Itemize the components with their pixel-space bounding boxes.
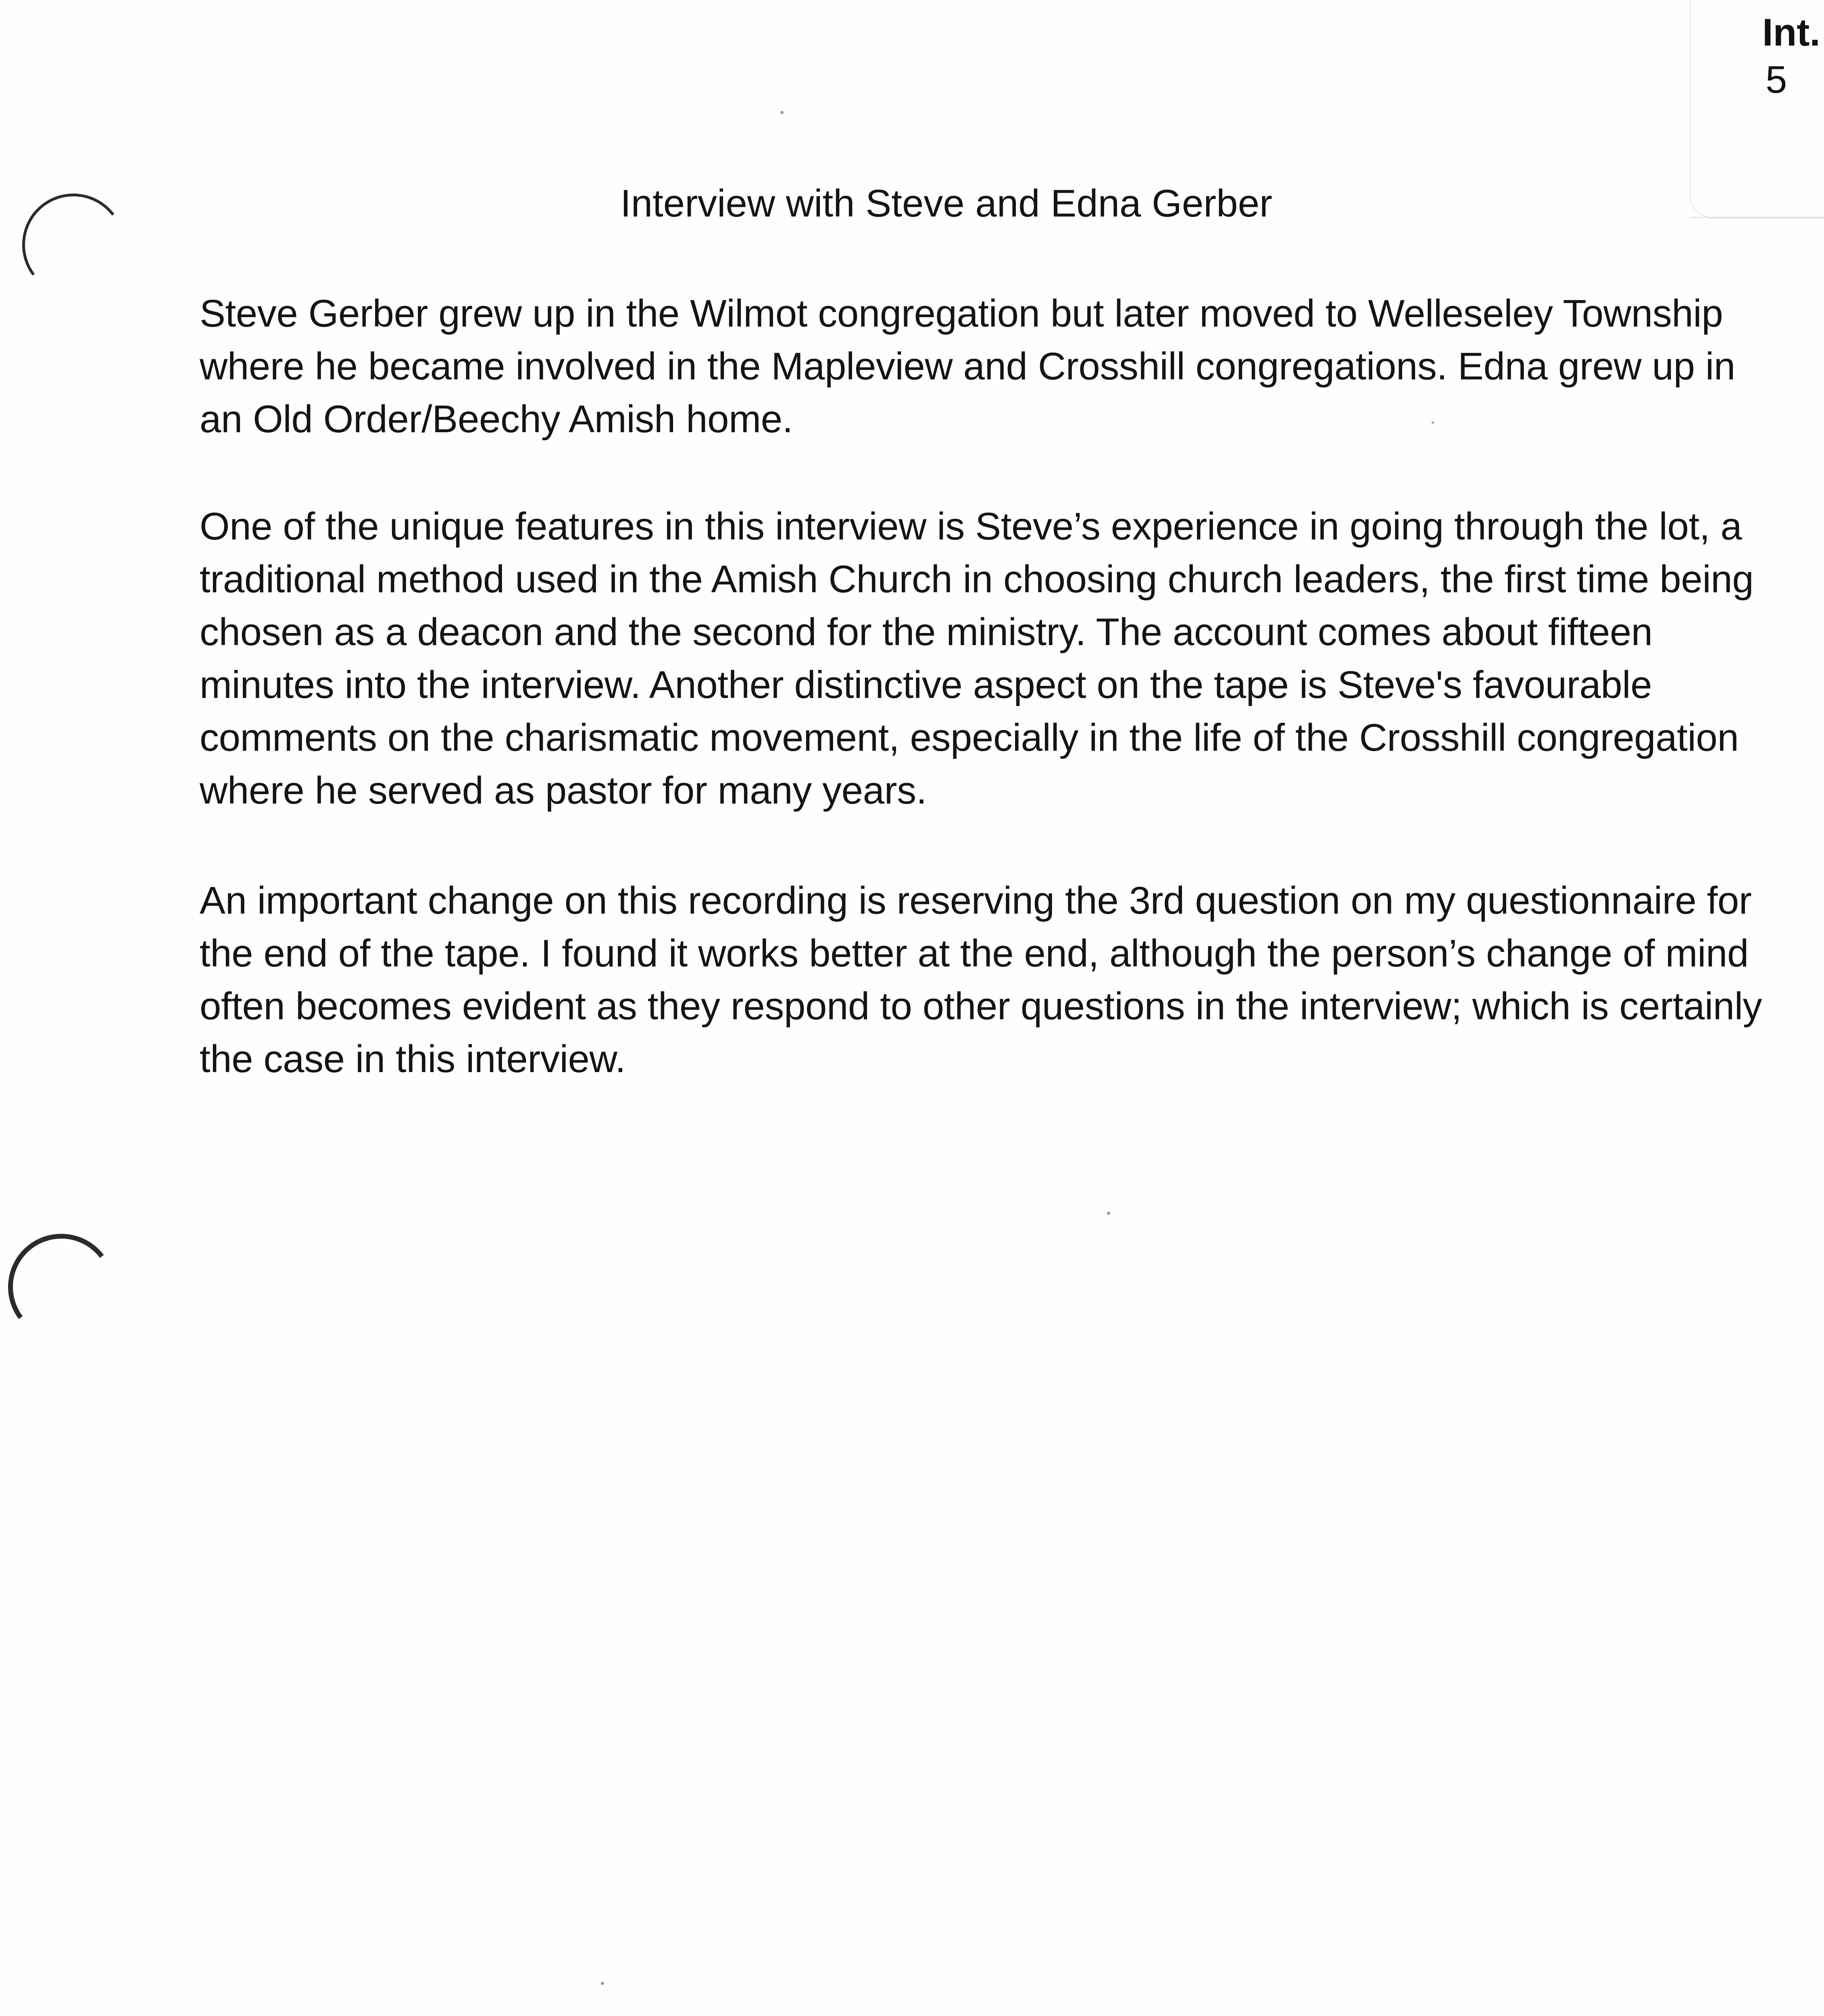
paragraph-background: Steve Gerber grew up in the Wilmot congregation but later moved to Welleseley Township where he became involved in the Mapleview and Crosshill congregations. Edna grew up in an Old Order/Beechy Amish home. bbox=[200, 292, 1735, 441]
document-title: Interview with Steve and Edna Gerber bbox=[620, 182, 1272, 225]
interview-tag-number: 5 bbox=[1766, 58, 1787, 101]
scan-speck bbox=[601, 1982, 604, 1985]
binder-hole-icon bbox=[1, 1227, 121, 1347]
interview-tag-label: Int. bbox=[1762, 11, 1820, 54]
paragraph-unique-features: One of the unique features in this interview is Steve’s experience in going through the lot, a traditional method used in the Amish Church in choosing church leaders, the first time being chosen as a deacon and the second for the ministry. The account comes about fifteen minutes into the interview. Another distinctive aspect on the tape is Steve's favourable comments on the charismatic movement, especially in the life of the Crosshill congregation where he served as pastor for many years. bbox=[200, 505, 1754, 812]
scan-speck bbox=[1432, 421, 1434, 424]
paragraph-recording-change: An important change on this recording is reserving the 3rd question on my questionnaire for the end of the tape. I found it works better at the end, although the person’s change of mind often becomes evident as they respond to other questions in the interview; which is certainly the case in this interview. bbox=[200, 879, 1762, 1081]
scan-speck bbox=[780, 111, 784, 114]
scan-speck bbox=[1107, 1212, 1110, 1215]
